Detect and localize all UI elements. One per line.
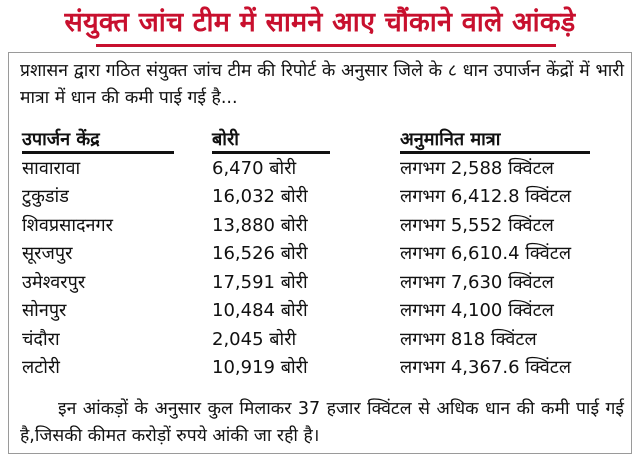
cell-center: सोनपुर [22, 300, 67, 321]
headline: संयुक्त जांच टीम में सामने आए चौंकाने वाले आंकड़े [64, 7, 576, 38]
header-underline-quantity [400, 151, 590, 154]
table-row [0, 326, 640, 355]
cell-bags: 17,591 बोरी [212, 271, 308, 293]
header-underline-center [22, 151, 174, 154]
cell-quantity: लगभग 6,610.4 क्विंटल [400, 243, 572, 264]
cell-bags: 10,919 बोरी [212, 357, 308, 378]
table-row [0, 155, 640, 184]
cell-bags: 13,880 बोरी [212, 214, 308, 236]
summary-paragraph: इन आंकड़ों के अनुसार कुल मिलाकर 37 हजार क्विंटल से अधिक धान की कमी पाई गई है,जिसकी कीमत करोड़ों रुपये आंकी जा रही है। [20, 399, 624, 446]
table-row [0, 212, 640, 241]
table-row [0, 297, 640, 326]
table-row [0, 269, 640, 298]
cell-quantity: लगभग 5,552 क्विंटल [400, 214, 554, 236]
cell-quantity: लगभग 7,630 क्विंटल [400, 271, 554, 293]
cell-center: लटोरी [22, 357, 60, 378]
procurement-table [0, 126, 640, 383]
header-underline-bags [212, 151, 330, 154]
cell-quantity: लगभग 4,367.6 क्विंटल [400, 357, 572, 378]
cell-center: उमेश्वरपुर [22, 271, 86, 293]
headline-underline [96, 44, 556, 47]
table-row [0, 240, 640, 269]
header-bags: बोरी [212, 129, 239, 150]
cell-bags: 16,526 बोरी [212, 243, 308, 264]
cell-quantity: लगभग 818 क्विंटल [400, 328, 537, 350]
header-center: उपार्जन केंद्र [22, 129, 100, 150]
table-row [0, 183, 640, 212]
cell-center: सावारावा [22, 157, 81, 179]
intro-paragraph: प्रशासन द्वारा गठित संयुक्त जांच टीम की रिपोर्ट के अनुसार जिले के ८ धान उपार्जन केंद्रों में भारी मात्रा में धान की कमी पाई गई है... [20, 61, 624, 108]
cell-quantity: लगभग 6,412.8 क्विंटल [400, 186, 572, 207]
cell-quantity: लगभग 4,100 क्विंटल [400, 300, 554, 321]
cell-quantity: लगभग 2,588 क्विंटल [400, 157, 554, 179]
cell-bags: 16,032 बोरी [212, 186, 308, 207]
cell-center: शिवप्रसादनगर [22, 214, 114, 236]
cell-center: चंदौरा [22, 328, 60, 350]
cell-center: सूरजपुर [22, 243, 73, 264]
header-quantity: अनुमानित मात्रा [400, 129, 501, 150]
cell-bags: 10,484 बोरी [212, 300, 308, 321]
table-row [0, 354, 640, 383]
cell-bags: 6,470 बोरी [212, 157, 297, 179]
cell-center: टुकुडांड [22, 186, 69, 207]
cell-bags: 2,045 बोरी [212, 328, 297, 350]
